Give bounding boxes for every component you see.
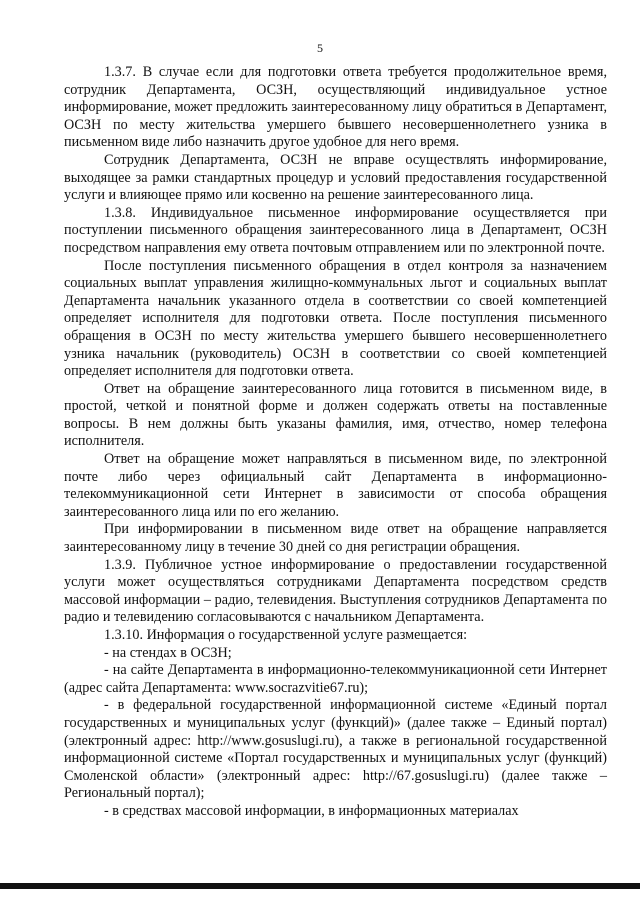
paragraph-restriction: Сотрудник Департамента, ОСЗН не вправе осуществлять информирование, выходящее за рамки стандартных процедур и условий предоставления государственной услуги и влияющее прямо или косвенно на решение заинтересованного лица.	[64, 151, 607, 204]
list-item-portals: - в федеральной государственной информационной системе «Единый портал государственных и муниципальных услуг (функций)» (далее также – Единый портал) (электронный адрес: http://www.gosuslugi.ru), а также в региональной государственной информационной системе «Портал государственных и муниципальных услуг (функций) Смоленской области» (электронный адрес: http://67.gosuslugi.ru) (далее также – Региональный портал);	[64, 697, 607, 802]
paragraph-1-3-10: 1.3.10. Информация о государственной услуге размещается:	[104, 627, 468, 643]
paragraph-answer-deadline: При информировании в письменном виде ответ на обращение направляется заинтересованному лицу в течение 30 дней со дня регистрации обращения.	[64, 521, 607, 556]
list-item-mass-media: - в средствах массовой информации, в информационных материалах	[104, 802, 519, 819]
list-item-stands: - на стендах в ОСЗН;	[104, 644, 232, 661]
paragraph-answer-form: Ответ на обращение заинтересованного лица готовится в письменном виде, в простой, четкой и понятной форме и должен содержать ответы на поставленные вопросы. В нем должны быть указаны фамилия, имя, отчество, номер телефона исполнителя.	[64, 380, 607, 450]
list-item-website: - на сайте Департамента в информационно-телекоммуникационной сети Интернет (адрес сайта Департамента: www.socrazvitie67.ru);	[64, 662, 607, 696]
page-number: 5	[317, 41, 323, 55]
paragraph-1-3-7: 1.3.7. В случае если для подготовки ответа требуется продолжительное время, сотрудник Департамента, ОСЗН, осуществляющий индивидуальное устное информирование, может предложить заинтересованному лицу обратиться в Департамент, ОСЗН по месту жительства умершего бывшего несовершеннолетнего узника в письменном виде либо назначить другое удобное для него время.	[64, 64, 607, 151]
page-bottom-divider	[0, 883, 640, 889]
paragraph-written-request: После поступления письменного обращения в отдел контроля за назначением социальных выплат управления жилищно-коммунальных льгот и социальных выплат Департамента начальник указанного отдела в соответствии со своей компетенцией определяет исполнителя для подготовки ответа. После поступления письменного обращения в ОСЗН по месту жительства умершего бывшего несовершеннолетнего узника начальник (руководитель) ОСЗН в соответствии со своей компетенцией определяет исполнителя для подготовки ответа.	[64, 257, 607, 380]
paragraph-answer-delivery: Ответ на обращение может направляться в письменном виде, по электронной почте либо через официальный сайт Департамента в информационно-телекоммуникационной сети Интернет в зависимости от способа обращения заинтересованного лица или по его желанию.	[64, 451, 607, 520]
paragraph-1-3-9: 1.3.9. Публичное устное информирование о предоставлении государственной услуги может осуществляться сотрудниками Департамента посредством средств массовой информации – радио, телевидения. Выступления сотрудников Департамента по радио и телевидению согласовываются с начальником Департамента.	[64, 556, 607, 626]
paragraph-1-3-8: 1.3.8. Индивидуальное письменное информирование осуществляется при поступлении письменного обращения заинтересованного лица в Департамент, ОСЗН посредством направления ему ответа почтовым отправлением или по электронной почте.	[64, 204, 607, 256]
document-body	[64, 64, 607, 821]
